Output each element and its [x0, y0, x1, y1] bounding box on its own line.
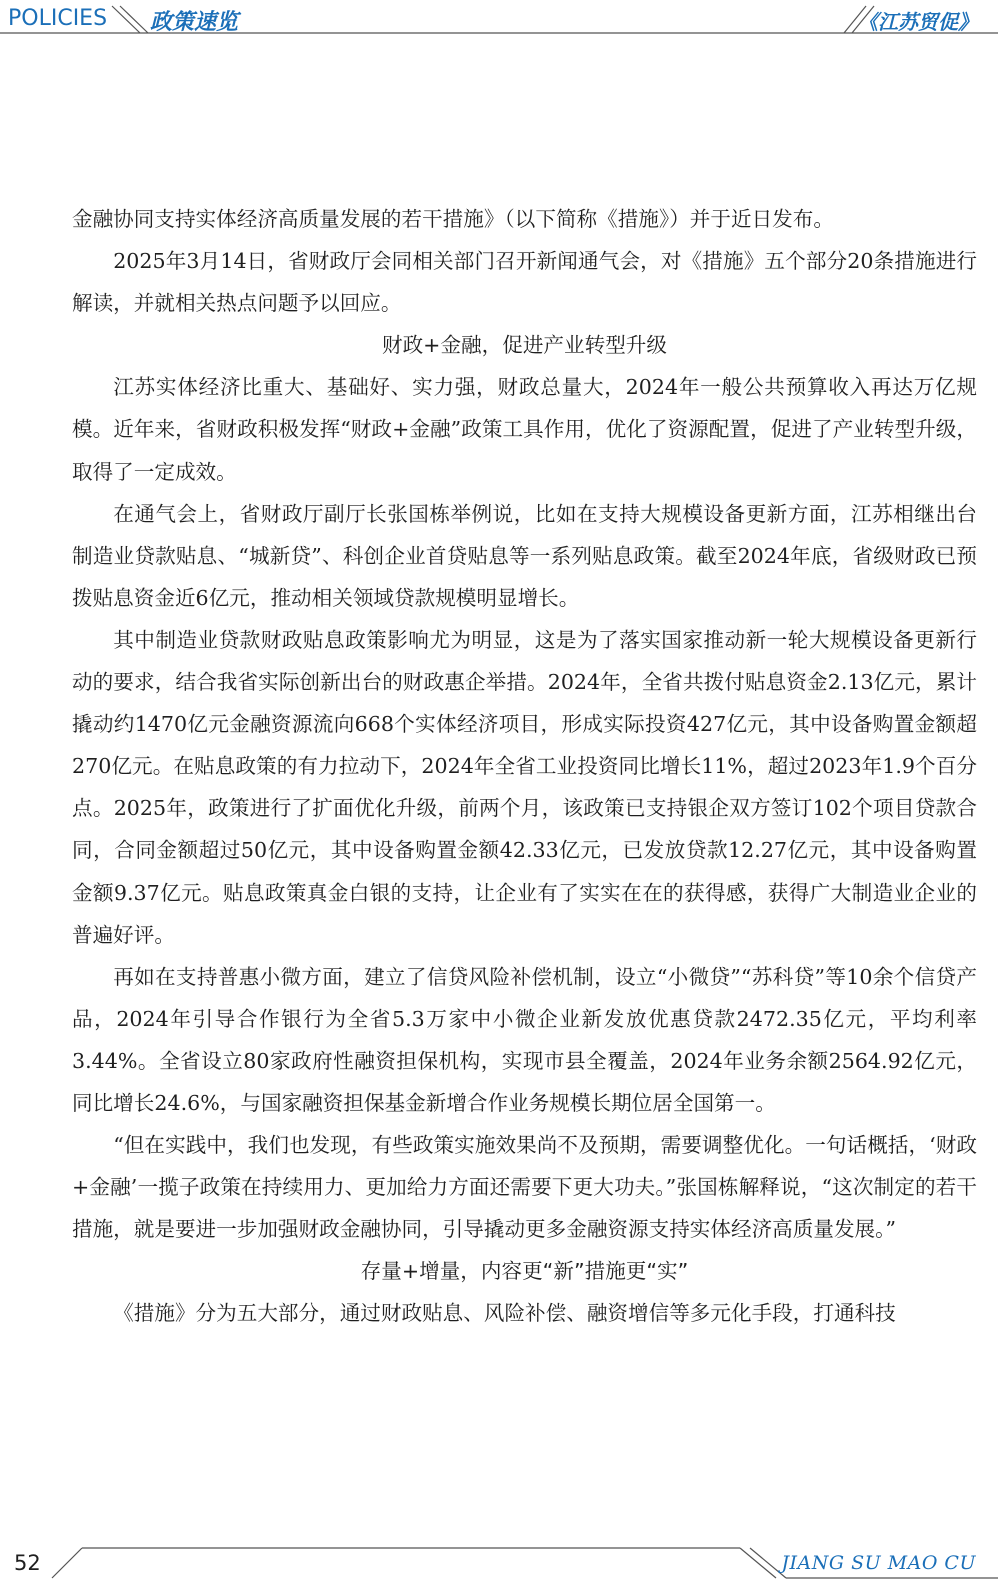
paragraph: 2025年3月14日，省财政厅会同相关部门召开新闻通气会，对《措施》五个部分20条措施进行解读，并就相关热点问题予以回应。 — [72, 249, 977, 316]
page-footer — [0, 1540, 1000, 1592]
section-heading: 存量+增量，内容更“新”措施更“实” — [360, 1259, 689, 1284]
page-number: 52 — [14, 1551, 41, 1575]
paragraph: 其中制造业贷款财政贴息政策影响尤为明显，这是为了落实国家推动新一轮大规模设备更新行动的要求，结合我省实际创新出台的财政惠企举措。2024年，全省共拨付贴息资金2.13亿元，累计撬动约1470亿元金融资源流向668个实体经济项目，形成实际投资427亿元，其中设备购置金额超270亿元。在贴息政策的有力拉动下，2024年全省工业投资同比增长11%，超过2023年1.9个百分点。2025年，政策进行了扩面优化升级，前两个月，该政策已支持银企双方签订102个项目贷款合同，合同金额超过50亿元，其中设备购置金额42.33亿元，已发放贷款12.27亿元，其中设备购置金额9.37亿元。贴息政策真金白银的支持，让企业有了实实在在的获得感，获得广大制造业企业的普遍好评。 — [72, 627, 977, 947]
paragraph: 在通气会上，省财政厅副厅长张国栋举例说，比如在支持大规模设备更新方面，江苏相继出台制造业贷款贴息、“城新贷”、科创企业首贷贴息等一系列贴息政策。截至2024年底，省级财政已预拨贴息资金近6亿元，推动相关领域贷款规模明显增长。 — [72, 501, 977, 610]
paragraph: 《措施》分为五大部分，通过财政贴息、风险补偿、融资增信等多元化手段，打通科技 — [113, 1301, 896, 1326]
paragraph: 再如在支持普惠小微方面，建立了信贷风险补偿机制，设立“小微贷”“苏科贷”等10余个信贷产品，2024年引导合作银行为全省5.3万家中小微企业新发放优惠贷款2472.35亿元，平均利率3.44%。全省设立80家政府性融资担保机构，实现市县全覆盖，2024年业务余额2564.92亿元，同比增长24.6%，与国家融资担保基金新增合作业务规模长期位居全国第一。 — [72, 964, 977, 1115]
section-heading: 财政+金融，促进产业转型升级 — [382, 333, 667, 358]
paragraph: 江苏实体经济比重大、基础好、实力强，财政总量大，2024年一般公共预算收入再达万亿规模。近年来，省财政积极发挥“财政+金融”政策工具作用，优化了资源配置，促进了产业转型升级，取得了一定成效。 — [72, 375, 977, 484]
paragraph: 金融协同支持实体经济高质量发展的若干措施》（以下简称《措施》）并于近日发布。 — [72, 207, 834, 231]
article-body — [72, 198, 977, 1335]
page-header — [0, 0, 1000, 40]
paragraph: “但在实践中，我们也发现，有些政策实施效果尚不及预期，需要调整优化。一句话概括，‘财政+金融’一揽子政策在持续用力、更加给力方面还需要下更大功夫。”张国栋解释说，“这次制定的若干措施，就是要进一步加强财政金融协同，引导撬动更多金融资源支持实体经济高质量发展。” — [72, 1133, 977, 1242]
section-title-en: POLICIES — [8, 6, 108, 31]
footer-brand: JIANG SU MAO CU — [781, 1552, 976, 1574]
magazine-title: 《江苏贸促》 — [858, 10, 978, 34]
section-title-cn: 政策速览 — [150, 10, 239, 35]
